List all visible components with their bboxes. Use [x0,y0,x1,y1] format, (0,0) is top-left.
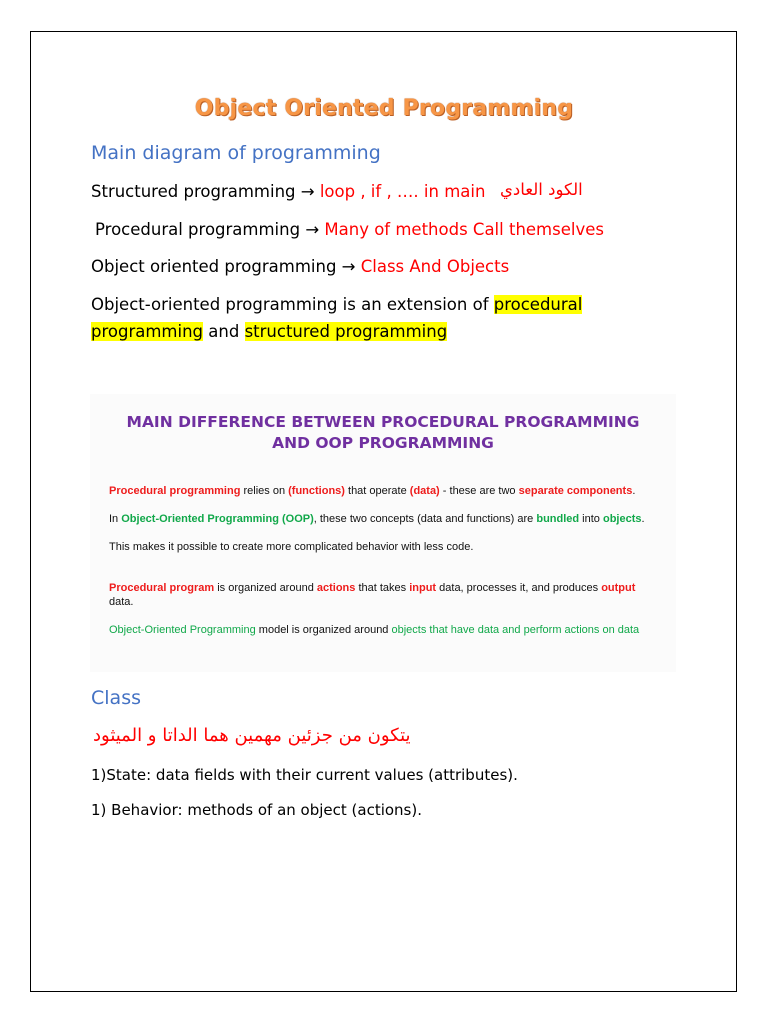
class-heading: Class [91,687,141,709]
comparison-slide-image [90,394,676,672]
extension-line-1 [91,295,582,314]
procedural-label: Procedural programming [95,220,306,239]
oop-value: Class And Objects [355,257,510,276]
oop-label: Object oriented programming [91,257,342,276]
slide-title-line-2: AND OOP PROGRAMMING [272,434,494,452]
structured-arabic: الكود العادي [500,180,583,199]
structured-value: loop , if , …. in main [314,182,486,201]
document-title: Object Oriented Programming [194,96,574,121]
oop-line [91,257,509,276]
class-arabic-description: يتكون من جزئين مهمين هما الداتا و الميثود [93,725,411,746]
behavior-line: 1) Behavior: methods of an object (actions). [91,801,422,819]
slide-paragraph-2: In Object-Oriented Programming (OOP), these two concepts (data and functions) are bundled into objects. [109,513,645,525]
procedural-value: Many of methods Call themselves [319,220,604,239]
arrow-icon: → [341,257,356,276]
extension-text: Object-oriented programming is an extension of [91,295,494,314]
slide-paragraph-3: This makes it possible to create more complicated behavior with less code. [109,541,474,553]
arrow-icon: → [305,220,320,239]
extension-and: and [203,322,245,341]
highlight-procedural: procedural [493,295,583,314]
structured-label: Structured programming [91,182,301,201]
highlight-programming: programming [91,322,204,341]
highlight-structured: structured programming [244,322,448,341]
extension-line-2 [91,322,447,341]
slide-paragraph-1: Procedural programming relies on (functions) that operate (data) - these are two separate components. [109,485,636,497]
procedural-line [95,220,604,239]
slide-paragraph-5: Object-Oriented Programming model is organized around objects that have data and perform actions on data [109,624,640,636]
structured-line [91,182,485,201]
state-line: 1)State: data fields with their current values (attributes). [91,766,518,784]
slide-paragraph-4: Procedural program is organized around actions that takes input data, processes it, and produces output [109,582,636,594]
main-heading: Main diagram of programming [91,142,381,164]
arrow-icon: → [300,182,315,201]
slide-title-line-1: MAIN DIFFERENCE BETWEEN PROCEDURAL PROGRAMMING [126,413,640,431]
slide-paragraph-4-cont: data. [109,596,134,608]
slide-title [90,412,676,454]
